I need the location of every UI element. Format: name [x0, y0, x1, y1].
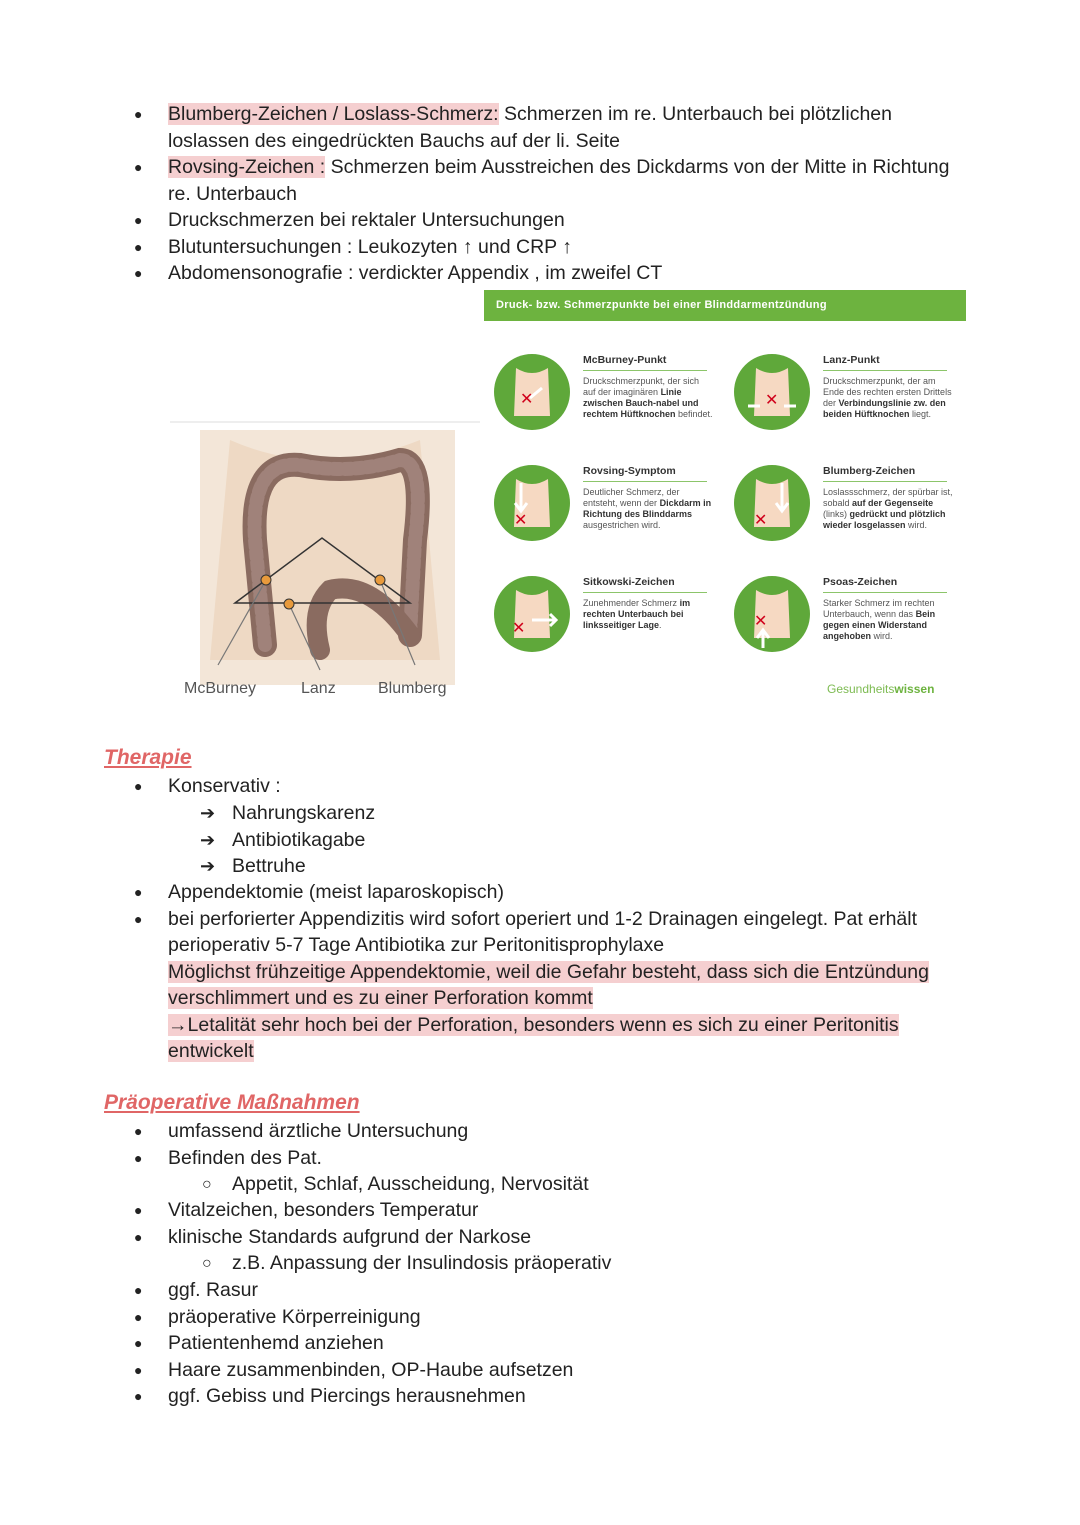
colon-diagram [170, 420, 482, 715]
list-item: ● bei perforierter Appendizitis wird sofort operiert und 1-2 Drainagen eingelegt. Pat erhält perioperativ 5-7 Tage Antibiotika zur Peritonitisprophylaxe Möglichst frühzeitige Appendektomie, weil die Gefahr besteht, dass sich die Entzündung verschlimmert und es zu einer Perforation kommt →Letalität sehr hoch bei der Perforation, besonders wenn es sich zu einer Peritonitis entwickelt [134, 907, 929, 1062]
tile-title: McBurney-Punkt [583, 354, 707, 371]
tile-title: Sitkowski-Zeichen [583, 576, 707, 593]
list-item: ● ggf. Rasur [134, 1279, 258, 1301]
tile-lanz [724, 354, 954, 454]
infographic-banner: Druck- bzw. Schmerzpunkte bei einer Blinddarmentzündung [484, 290, 966, 321]
svg-text:✕: ✕ [512, 618, 526, 637]
tile-title: Blumberg-Zeichen [823, 465, 947, 482]
list-item: ● umfassend ärztliche Untersuchung [134, 1120, 469, 1142]
list-item: ● Blumberg-Zeichen / Loslass-Schmerz: Schmerzen im re. Unterbauch bei plötzlichen loslassen des eingedrückten Bauchs auf der li. Seite [134, 103, 892, 152]
praeop-heading: Präoperative Maßnahmen [104, 1091, 360, 1114]
tile-rovsing [484, 465, 714, 565]
list-item: ● Appendektomie (meist laparoskopisch) [134, 881, 504, 903]
list-item: ● Blutuntersuchungen : Leukozyten ↑ und CRP ↑ [134, 235, 572, 258]
tile-blumberg [724, 465, 954, 565]
abdomen-icon [734, 354, 810, 430]
list-item: ● ggf. Gebiss und Piercings herausnehmen [134, 1385, 526, 1407]
list-item: ● Patientenhemd anziehen [134, 1332, 384, 1354]
blumberg-label: Blumberg [378, 680, 447, 697]
list-item: ● Rovsing-Zeichen : Schmerzen beim Ausstreichen des Dickdarms von der Mitte in Richtung re. Unterbauch [134, 156, 950, 205]
tile-desc: Druckschmerzpunkt, der am Ende des rechten ersten Drittels der Verbindungslinie zw. den beiden Hüftknochen liegt. [823, 376, 952, 419]
diagnostics-list [104, 101, 1004, 287]
tile-title: Lanz-Punkt [823, 354, 947, 371]
tile-desc: Loslassschmerz, der spürbar ist, sobald auf der Gegenseite (links) gedrückt und plötzlich wieder losgelassen wird. [823, 487, 953, 530]
abdomen-icon [494, 576, 570, 652]
blumberg-point [375, 575, 385, 585]
list-item: ➔ Nahrungskarenz [200, 802, 376, 824]
abdomen-icon [494, 354, 570, 430]
tile-desc: Deutlicher Schmerz, der entsteht, wenn der Dickdarm in Richtung des Blinddarms ausgestrichen wird. [583, 487, 712, 530]
list-item: ● präoperative Körperreinigung [134, 1305, 421, 1328]
abdomen-icon [494, 465, 570, 541]
svg-text:✕: ✕ [754, 611, 768, 630]
tile-psoas [724, 576, 954, 676]
tile-desc: Starker Schmerz im rechten Unterbauch, wenn das Bein gegen einen Widerstand angehoben wird. [823, 598, 936, 641]
therapie-list [104, 773, 1004, 800]
tile-sitkowski [484, 576, 714, 676]
list-item: ➔ Antibiotikagabe [200, 828, 366, 851]
lanz-label: Lanz [301, 680, 336, 697]
praeop-list-3 [104, 1277, 1004, 1410]
list-item: ● klinische Standards aufgrund der Narkose [134, 1225, 532, 1248]
list-item: ● Abdomensonografie : verdickter Appendix , im zweifel CT [134, 262, 663, 284]
konservativ-sublist [104, 800, 1004, 880]
list-item: ● Druckschmerzen bei rektaler Untersuchungen [134, 209, 565, 231]
mcburney-label: McBurney [184, 680, 257, 697]
rovsing-highlight: Rovsing-Zeichen : [168, 156, 326, 178]
brand-logo: Gesundheitswissen [827, 682, 935, 696]
praeop-list [104, 1118, 1004, 1171]
tile-mcburney [484, 354, 714, 454]
tile-title: Rovsing-Symptom [583, 465, 707, 482]
list-item: ● Haare zusammenbinden, OP-Haube aufsetzen [134, 1358, 574, 1381]
list-item: ○ z.B. Anpassung der Insulindosis präoperativ [202, 1252, 612, 1274]
lanz-point [284, 599, 294, 609]
list-item: ○ Appetit, Schlaf, Ausscheidung, Nervosität [202, 1173, 589, 1195]
therapie-list-2 [104, 879, 1004, 1065]
mcburney-point [261, 575, 271, 585]
svg-text:✕: ✕ [514, 510, 528, 529]
tile-desc: Zunehmender Schmerz im rechten Unterbauch bei linksseitiger Lage. [583, 598, 691, 630]
list-item: ● Konservativ : [134, 775, 281, 797]
praeop-sublist-2 [104, 1250, 1004, 1277]
abdomen-icon [734, 465, 810, 541]
tile-title: Psoas-Zeichen [823, 576, 947, 593]
praeop-sublist [104, 1171, 1004, 1198]
svg-text:✕: ✕ [765, 390, 779, 409]
pain-points-infographic [484, 290, 966, 712]
abdomen-icon [734, 576, 810, 652]
tile-desc: Druckschmerzpunkt, der sich auf der imaginären Linie zwischen Bauch-nabel und rechtem Hüftknochen befindet. [583, 376, 713, 419]
list-item: ➔ Bettruhe [200, 855, 306, 877]
svg-text:✕: ✕ [520, 389, 534, 408]
svg-text:✕: ✕ [754, 510, 768, 529]
blumberg-highlight: Blumberg-Zeichen / Loslass-Schmerz: [168, 103, 499, 125]
praeop-list-2 [104, 1197, 1004, 1250]
anatomy-illustration [170, 420, 482, 715]
list-item: ● Vitalzeichen, besonders Temperatur [134, 1199, 479, 1221]
therapie-heading: Therapie [104, 746, 192, 769]
highlight-note: Möglichst frühzeitige Appendektomie, weil die Gefahr besteht, dass sich die Entzündung [168, 960, 929, 983]
list-item: ● Befinden des Pat. [134, 1146, 322, 1169]
